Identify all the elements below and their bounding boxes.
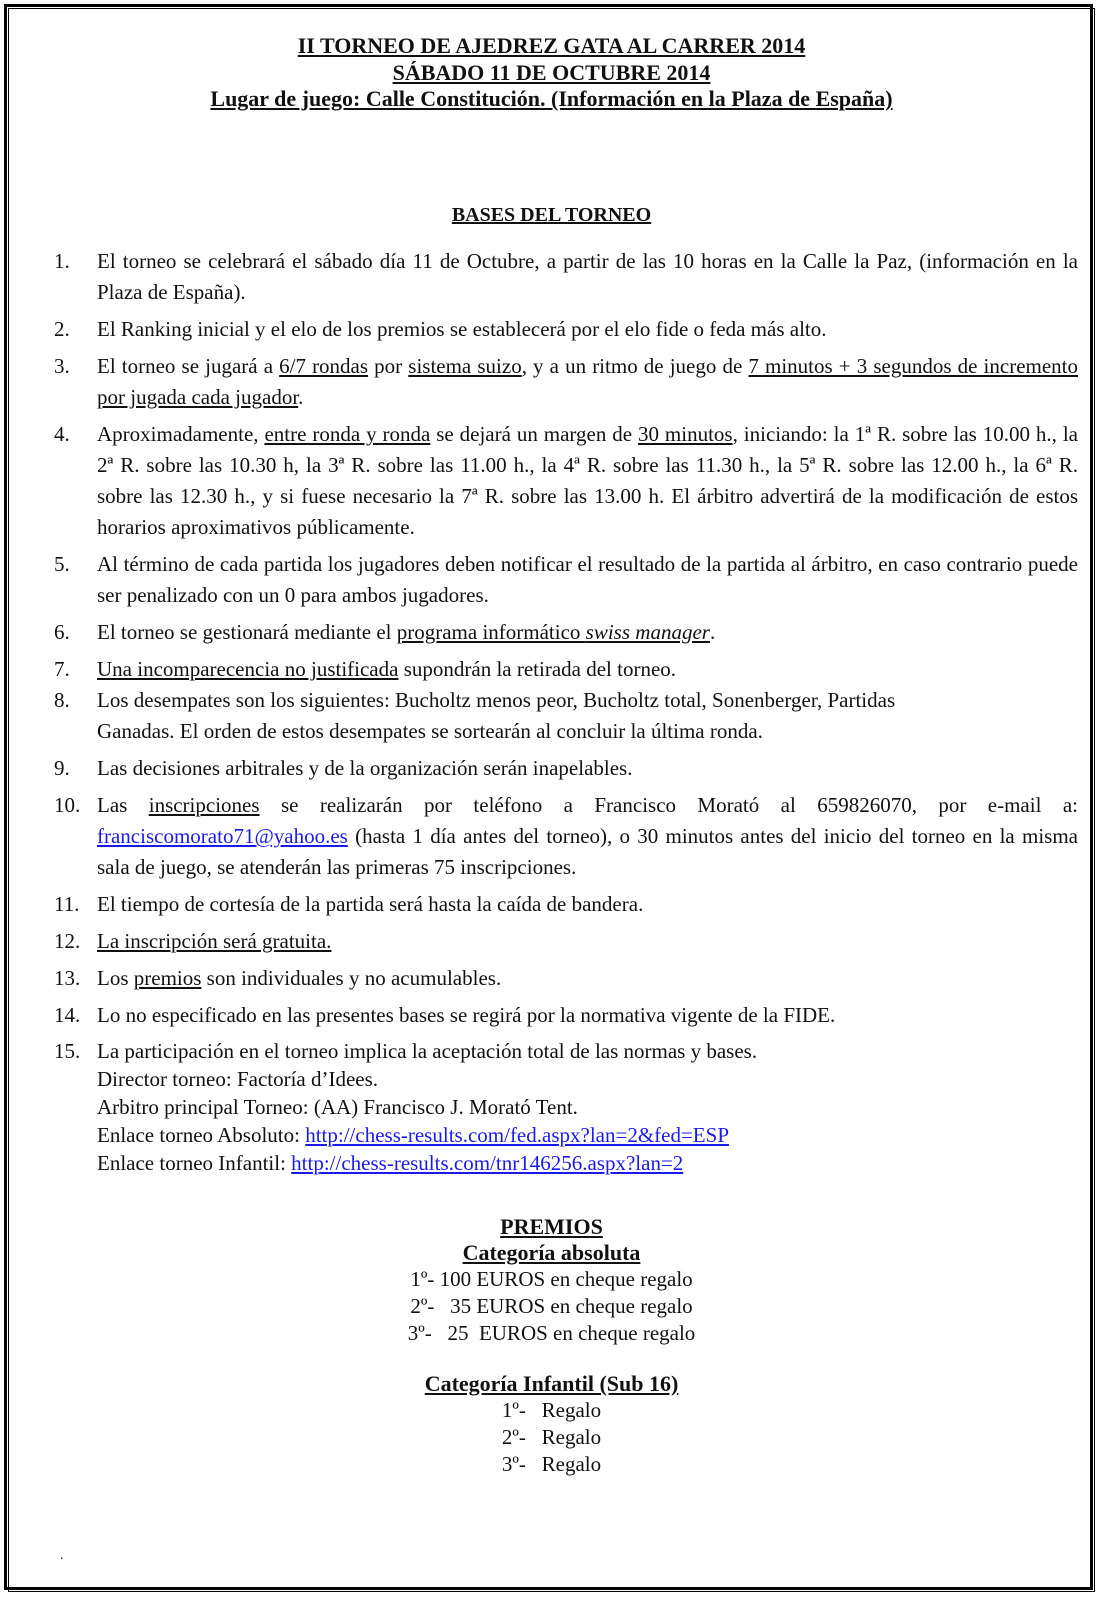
rule-item: [54, 549, 1078, 611]
rule-number: 8.: [54, 688, 70, 712]
rule-emphasis: 6/7 rondas: [279, 354, 369, 378]
rule-item: [54, 246, 1078, 308]
rule-text: se realizarán por teléfono a Francisco Morató al 659826070, por e-mail a:: [259, 793, 1078, 817]
prizes-title: PREMIOS: [500, 1214, 603, 1239]
prize-line: 2º- 35 EUROS en cheque regalo: [410, 1294, 693, 1318]
rule-number: 13.: [54, 966, 81, 990]
rule-number: 3.: [54, 354, 70, 378]
rule-text: , iniciando: la 1ª R. sobre las 10.00 h., la 2ª R. sobre las 10.30 h, la 3ª R. sobre las 11.00 h., la 4ª R. sobre las 11.30 h., la 5ª R. sobre las 12.00 h., la 6ª R. sobre las 12.30 h., y si fuese necesario la 7ª R. sobre las 13.00 h. El árbitro advertirá de la modificación de estos horarios aproximativos públicamente.: [97, 422, 1079, 539]
tournament-title: II TORNEO DE AJEDREZ GATA AL CARRER 2014: [297, 33, 806, 58]
rule-item: [54, 1000, 1078, 1031]
rule-text: supondrán la retirada del torneo.: [398, 657, 677, 681]
rule-emphasis: 30 minutos: [638, 422, 733, 446]
rule-item: [54, 963, 1078, 994]
rule-number: 5.: [54, 552, 70, 576]
bases-title: BASES DEL TORNEO: [451, 204, 652, 226]
rule-item: [54, 753, 1078, 784]
prize-line: 1º- Regalo: [501, 1398, 602, 1422]
rule-emphasis: 7 minutos + 3 segundos de incremento por jugada cada jugador: [97, 354, 1078, 409]
rule-text: .: [709, 620, 716, 644]
rule-text: Ganadas. El orden de estos desempates se sortearán al concluir la última ronda.: [97, 719, 763, 743]
rule-text: Aproximadamente,: [97, 422, 265, 446]
rule-number: 6.: [54, 620, 70, 644]
absolute-link-label: Enlace torneo Absoluto:: [97, 1123, 306, 1147]
rule-text: Al término de cada partida los jugadores deben notificar el resultado de la partida al árbitro, en caso contrario puede ser penalizado con un 0 para ambos jugadores.: [97, 552, 1078, 607]
tournament-date: SÁBADO 11 DE OCTUBRE 2014: [392, 60, 711, 85]
rule-item: [54, 617, 1078, 648]
rule-emphasis: Una incomparecencia no justificada: [97, 657, 399, 681]
rule-item: [54, 1037, 1078, 1177]
rule-number: 11.: [54, 892, 80, 916]
footer-mark: .: [60, 1548, 64, 1563]
rule-text: El torneo se jugará a: [97, 354, 280, 378]
director-line: Director torneo: Factoría d’Idees.: [97, 1067, 379, 1091]
rule-emphasis: La inscripción será gratuita.: [97, 929, 332, 953]
prize-line: 1º- 100 EUROS en cheque regalo: [410, 1267, 693, 1291]
rule-item: [54, 926, 1078, 957]
prize-line: 3º- Regalo: [501, 1452, 602, 1476]
rule-number: 4.: [54, 422, 70, 446]
rule-number: 2.: [54, 317, 70, 341]
rule-text: El torneo se celebrará el sábado día 11 de Octubre, a partir de las 10 horas en la Calle la Paz, (información en la Plaza de España).: [97, 249, 1078, 304]
rules-list: [54, 246, 1078, 1183]
prizes-section: [0, 1214, 1103, 1478]
rule-text: .: [298, 385, 304, 409]
infantil-tournament-link[interactable]: http://chess-results.com/tnr146256.aspx?lan=2: [291, 1151, 684, 1175]
rule-text: , y a un ritmo de juego de: [521, 354, 749, 378]
rule-text: Los desempates son los siguientes: Bucholtz menos peor, Bucholtz total, Sonenberger, Partidas: [97, 688, 896, 712]
rule-number: 7.: [54, 657, 70, 681]
rule-item: [54, 654, 1078, 685]
rule-item: [54, 351, 1078, 413]
tournament-location: Lugar de juego: Calle Constitución. (Información en la Plaza de España): [210, 86, 893, 111]
absolute-tournament-link[interactable]: http://chess-results.com/fed.aspx?lan=2&fed=ESP: [305, 1123, 729, 1147]
absolute-link-line: [97, 1121, 1078, 1149]
rule-text: El torneo se gestionará mediante el: [97, 620, 397, 644]
rule-number: 10.: [54, 793, 81, 817]
absolute-category-title: Categoría absoluta: [462, 1240, 641, 1265]
rule-number: 9.: [54, 756, 70, 780]
email-link[interactable]: franciscomorato71@yahoo.es: [97, 824, 348, 848]
rule-text: Las decisiones arbitrales y de la organización serán inapelables.: [97, 756, 633, 780]
rule-item: [54, 889, 1078, 920]
rule-item: [54, 419, 1078, 543]
rule-text: El tiempo de cortesía de la partida será hasta la caída de bandera.: [97, 892, 644, 916]
rule-item: [54, 314, 1078, 345]
rule-number: 1.: [54, 249, 70, 273]
rule-text: son individuales y no acumulables.: [201, 966, 502, 990]
rule-item: [54, 790, 1078, 883]
rule-text: Los: [97, 966, 134, 990]
rule-number: 15.: [54, 1039, 81, 1063]
rule-text: Lo no especificado en las presentes bases se regirá por la normativa vigente de la FIDE.: [97, 1003, 836, 1027]
rule-number: 12.: [54, 929, 81, 953]
rule-emphasis: sistema suizo: [408, 354, 522, 378]
rule-emphasis: entre ronda y ronda: [264, 422, 431, 446]
rule-text: Las: [97, 793, 149, 817]
rule-emphasis: swiss manager: [585, 620, 710, 644]
rule-number: 14.: [54, 1003, 81, 1027]
prize-line: 3º- 25 EUROS en cheque regalo: [407, 1321, 696, 1345]
rule-emphasis: programa informático: [396, 620, 586, 644]
infantil-link-line: [97, 1149, 1078, 1177]
rule-text: La participación en el torneo implica la aceptación total de las normas y bases.: [97, 1039, 758, 1063]
infantil-category-title: Categoría Infantil (Sub 16): [424, 1371, 679, 1396]
rule-text: por: [368, 354, 409, 378]
rule-emphasis: inscripciones: [148, 793, 260, 817]
rule-text: se dejará un margen de: [430, 422, 639, 446]
rule-item: [54, 685, 1078, 747]
rule-emphasis: premios: [133, 966, 202, 990]
prize-line: 2º- Regalo: [501, 1425, 602, 1449]
rule-text: (hasta 1 día antes del torneo), o 30 minutos antes del inicio del torneo en la misma sala de juego, se atenderán las primeras 75 inscripciones.: [97, 824, 1078, 879]
spacer: [0, 1347, 1103, 1371]
arbitro-line: Arbitro principal Torneo: (AA) Francisco J. Morató Tent.: [97, 1095, 578, 1119]
rule-text: El Ranking inicial y el elo de los premios se establecerá por el elo fide o feda más alto.: [97, 317, 827, 341]
infantil-link-label: Enlace torneo Infantil:: [97, 1151, 292, 1175]
